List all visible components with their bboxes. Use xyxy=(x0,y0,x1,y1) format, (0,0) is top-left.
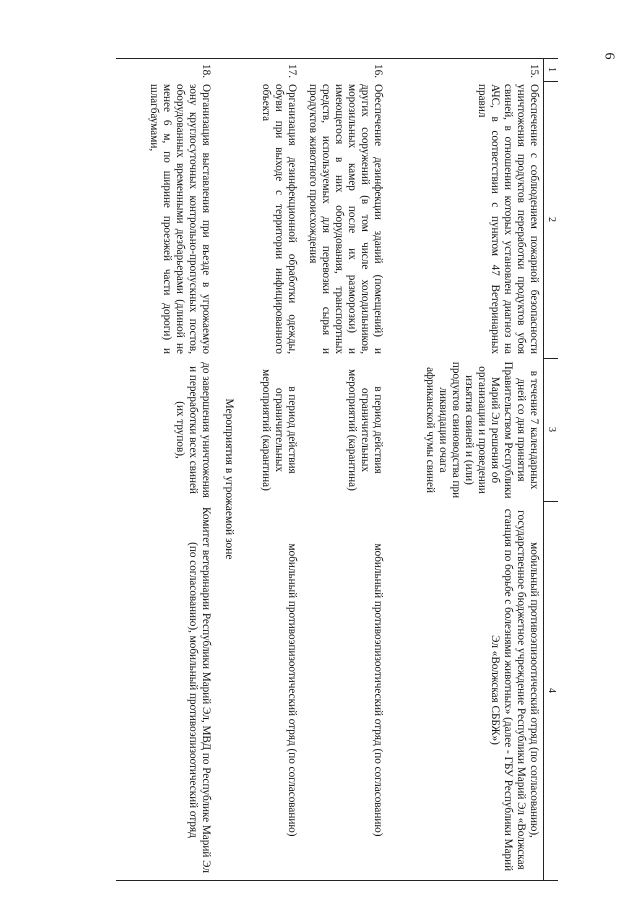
row-18-executor: Комитет ветеринарии Республики Марий Эл, МВД по Республике Марий Эл (по согласованию), мобильный противоэпизоотический отряд xyxy=(187,507,212,873)
row-18-term: до завершения уничтожения и переработки всех свиней (их трупов), xyxy=(174,362,212,498)
table-left-border xyxy=(116,58,558,59)
column-number-3: 3 xyxy=(546,427,557,432)
row-number-18: 18. xyxy=(200,64,212,78)
row-17-term: в период действия ограничительных мероприятий (карантина) xyxy=(260,369,298,491)
column-number-2: 2 xyxy=(546,217,557,222)
row-16-measure: Обеспечение дезинфекции зданий (помещений) и других сооружений (в том числе холодильников, морозильных камер после их разморозки) и имеющегося в них оборудования, транспортных средств, используемых для перевозки сырья и продуктов животного происхождения xyxy=(307,84,384,354)
row-16-executor: мобильный противоэпизоотический отряд (по согласованию) xyxy=(372,543,384,837)
row-17-executor: мобильный противоэпизоотический отряд (по согласованию) xyxy=(286,543,298,837)
row-number-16: 16. xyxy=(372,64,384,78)
row-18-measure: Организация выставления при въезде в угрожаемую зону круглосуточных контрольно-пропускных постов, оборудованных временными дезбарьерами (длиной не менее 6 м, по ширине проезжей части дороги) и шлагбаумами, xyxy=(148,84,212,354)
row-15-term: в течение 7 календарных дней со дня принятия Правительством Республики Марий Эл решения об организации и проведении изъятия свиней и (или) продуктов свиноводства при ликвидации очага африканской чумы свиней xyxy=(424,361,540,499)
column-number-1: 1 xyxy=(546,67,557,72)
section-heading: Мероприятия в угрожаемой зоне xyxy=(223,398,235,560)
row-number-15: 15. xyxy=(528,64,540,78)
column-number-4: 4 xyxy=(546,688,557,693)
row-number-17: 17. xyxy=(286,64,298,78)
row-17-measure: Организация дезинфекционной обработки одежды, обуви при выходе с территории инфицированного объекта xyxy=(260,84,298,354)
row-15-measure: Обеспечение с соблюдением пожарной безопасности уничтожения продуктов переработки продуктов убоя свиней, в отношении которых установлен диагноз на АЧС, в соответствии с пунктом 47 Ветеринарных правил xyxy=(476,84,540,354)
row-15-executor: мобильный противоэпизоотический отряд (по согласованию), государственное бюджетное учреждение Республики Марий Эл «Волжская станция по борьбе с болезнями животных» (далее - ГБУ Республики Марий Эл «Волжская СББЖ») xyxy=(489,508,540,872)
table xyxy=(116,58,558,881)
row-16-term: в период действия ограничительных мероприятий (карантина) xyxy=(346,369,384,491)
page-number: 6 xyxy=(601,52,617,60)
table-right-border xyxy=(116,880,558,881)
